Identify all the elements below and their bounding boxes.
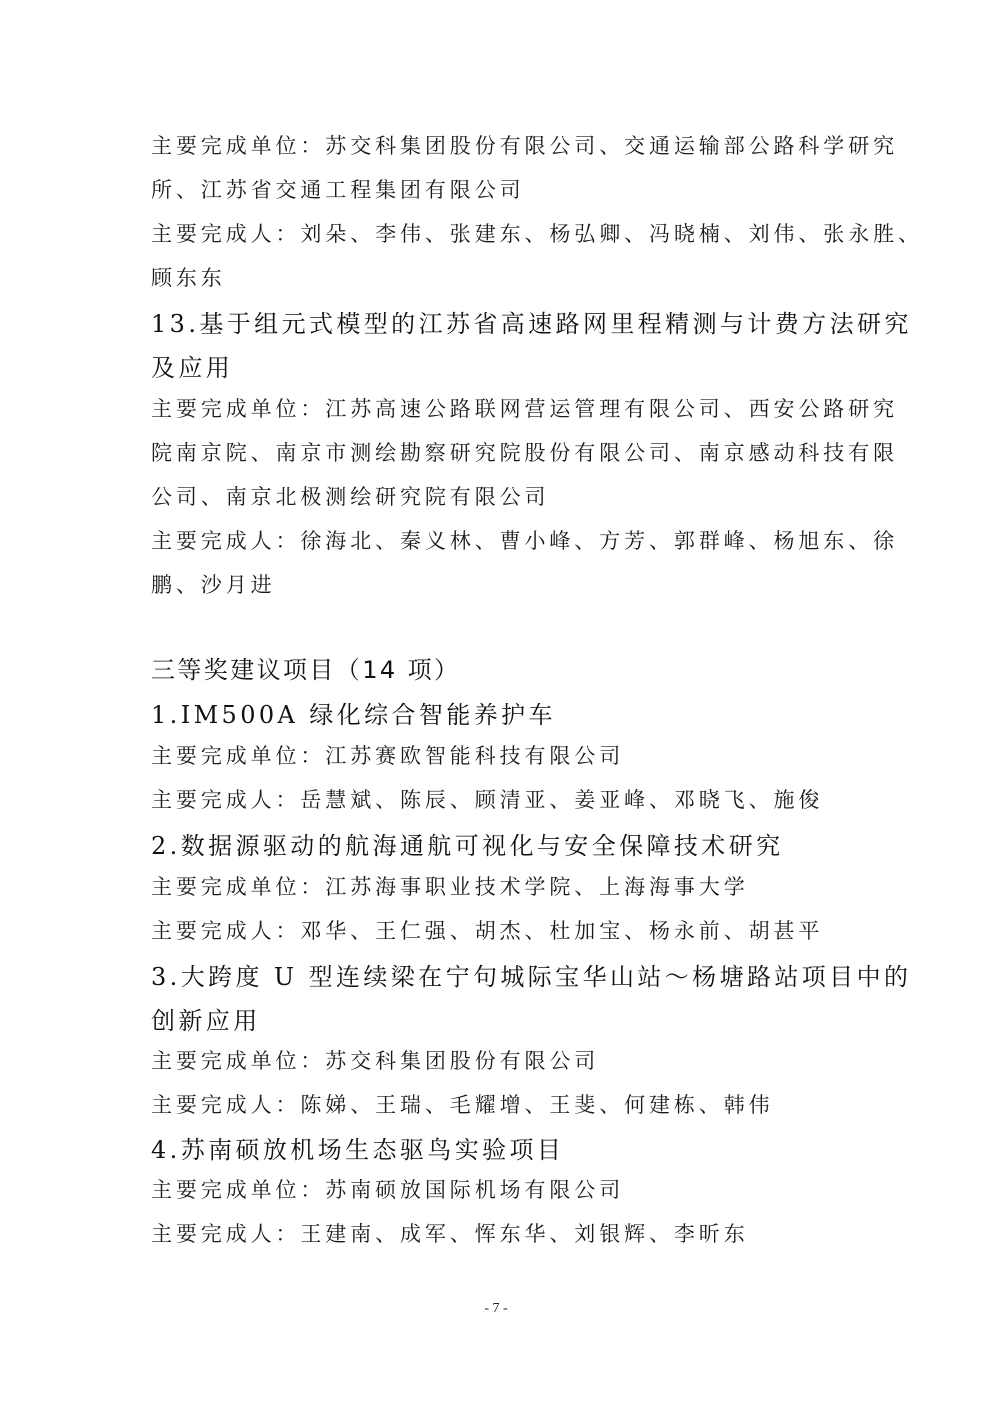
unit-line-13b-part1: 主要完成单位：江苏高速公路联网营运管理有限公司、西安公路研究: [151, 397, 898, 421]
unit-line-13-part2: 所、江苏省交通工程集团有限公司: [151, 178, 525, 202]
section-heading-third-prize: 三等奖建议项目（14 项）: [151, 656, 461, 684]
unit-line-13b-part3: 公司、南京北极测绘研究院有限公司: [151, 485, 550, 509]
person-line-3: 主要完成人：陈娣、王瑞、毛耀增、王斐、何建栋、韩伟: [151, 1093, 774, 1117]
project-title-13-part2: 及应用: [151, 354, 234, 382]
person-line-2: 主要完成人：邓华、王仁强、胡杰、杜加宝、杨永前、胡甚平: [151, 919, 824, 943]
person-line-1: 主要完成人：岳慧斌、陈辰、顾清亚、姜亚峰、邓晓飞、施俊: [151, 788, 824, 812]
person-line-4: 主要完成人：王建南、成军、恽东华、刘银辉、李昕东: [151, 1222, 749, 1246]
project-title-4: 4.苏南硕放机场生态驱鸟实验项目: [151, 1136, 565, 1164]
unit-line-4: 主要完成单位：苏南硕放国际机场有限公司: [151, 1178, 625, 1202]
person-line-13b-part1: 主要完成人：徐海北、秦义林、曹小峰、方芳、郭群峰、杨旭东、徐: [151, 529, 898, 553]
project-title-3-part2: 创新应用: [151, 1007, 261, 1035]
project-title-3-part1: 3.大跨度 U 型连续梁在宁句城际宝华山站～杨塘路站项目中的: [151, 963, 912, 991]
unit-line-13b-part2: 院南京院、南京市测绘勘察研究院股份有限公司、南京感动科技有限: [151, 441, 898, 465]
person-line-13b-part2: 鹏、沙月进: [151, 573, 276, 597]
unit-line-2: 主要完成单位：江苏海事职业技术学院、上海海事大学: [151, 875, 749, 899]
unit-line-13-part1: 主要完成单位：苏交科集团股份有限公司、交通运输部公路科学研究: [151, 134, 898, 158]
unit-line-1: 主要完成单位：江苏赛欧智能科技有限公司: [151, 744, 625, 768]
page-number: - 7 -: [484, 1301, 508, 1316]
unit-line-3: 主要完成单位：苏交科集团股份有限公司: [151, 1049, 600, 1073]
project-title-13-part1: 13.基于组元式模型的江苏省高速路网里程精测与计费方法研究: [151, 310, 912, 338]
person-line-13-part1: 主要完成人：刘朵、李伟、张建东、杨弘卿、冯晓楠、刘伟、张永胜、: [151, 222, 923, 246]
person-line-13-part2: 顾东东: [151, 266, 226, 290]
project-title-1: 1.IM500A 绿化综合智能养护车: [151, 701, 556, 729]
project-title-2: 2.数据源驱动的航海通航可视化与安全保障技术研究: [151, 832, 784, 860]
